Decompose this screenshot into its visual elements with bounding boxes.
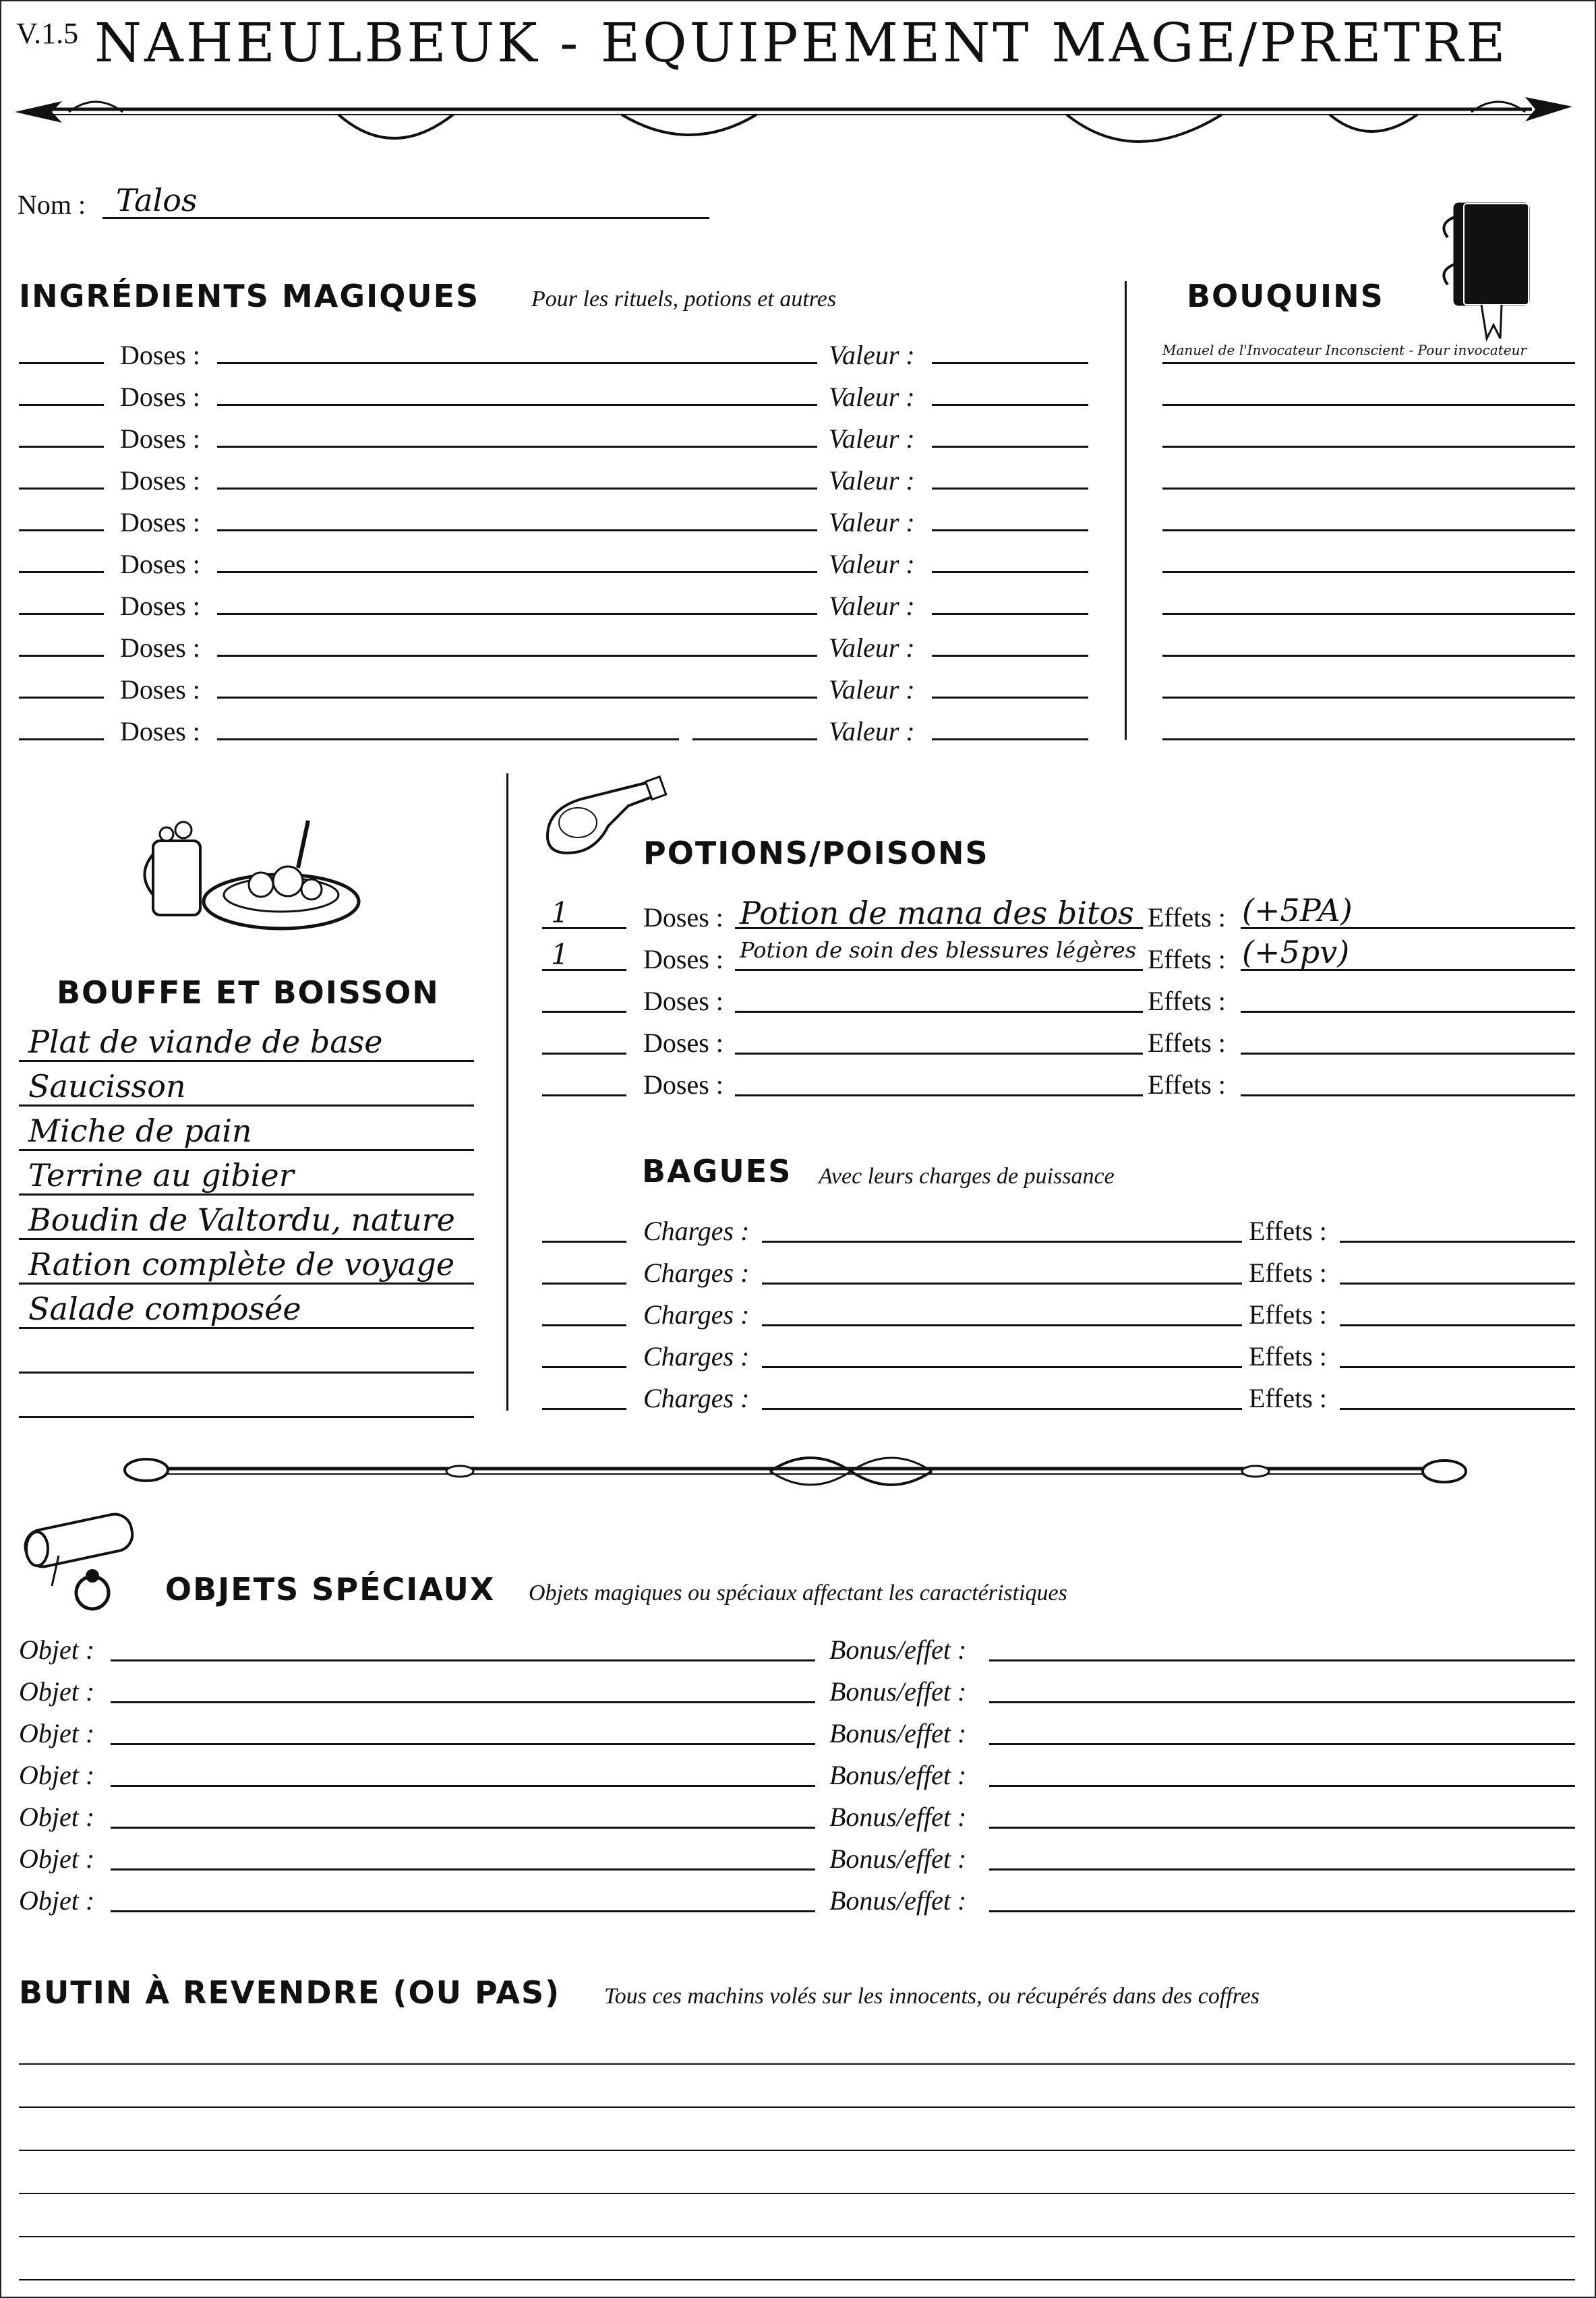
ring-effects-label: Effets :	[1249, 1383, 1327, 1413]
ingredient-value-label: Valeur :	[829, 340, 915, 370]
book-entry[interactable]: Manuel de l'Invocateur Inconscient - Pour invocateur	[1162, 342, 1527, 358]
ring-charges-line[interactable]	[762, 1408, 1242, 1410]
bonus-line[interactable]	[989, 1743, 1575, 1745]
potion-effects-label: Effets :	[1148, 944, 1226, 974]
ingredient-value-line[interactable]	[932, 697, 1088, 699]
food-item-line[interactable]	[19, 1283, 474, 1285]
ingredients-subtitle: Pour les rituels, potions et autres	[531, 287, 837, 312]
ingredient-value-label: Valeur :	[829, 507, 915, 537]
food-item[interactable]: Salade composée	[28, 1291, 301, 1327]
food-item[interactable]: Boudin de Valtordu, nature	[28, 1202, 455, 1238]
ingredient-value-line[interactable]	[932, 362, 1088, 364]
ingredient-doses-label: Doses :	[120, 465, 200, 496]
loot-line[interactable]	[19, 2106, 1575, 2108]
ingredient-doses-label: Doses :	[120, 549, 200, 579]
loot-title: BUTIN À REVENDRE (OU PAS)	[19, 1974, 561, 2011]
ring-effects-label: Effets :	[1249, 1341, 1327, 1372]
ingredient-qty-line[interactable]	[19, 655, 104, 657]
ring-effect-line[interactable]	[1340, 1241, 1575, 1243]
ingredient-value-label: Valeur :	[829, 716, 915, 746]
ingredient-doses-label: Doses :	[120, 507, 200, 537]
ingredients-title: INGRÉDIENTS MAGIQUES	[19, 278, 480, 314]
page-title: NAHEULBEUK - EQUIPEMENT MAGE/PRETRE	[94, 11, 1508, 74]
potion-name-line[interactable]	[735, 1094, 1143, 1096]
ring-qty-line[interactable]	[542, 1408, 626, 1410]
bonus-line[interactable]	[989, 1785, 1575, 1787]
ring-charges-line[interactable]	[762, 1324, 1242, 1326]
ring-effects-label: Effets :	[1249, 1299, 1327, 1330]
potion-name[interactable]: Potion de soin des blessures légères	[740, 937, 1137, 963]
food-item-line[interactable]	[19, 1327, 474, 1329]
potion-effect-line[interactable]	[1241, 1094, 1575, 1096]
bonus-label: Bonus/effet :	[829, 1885, 967, 1916]
ingredient-doses-label: Doses :	[120, 340, 200, 370]
ingredient-value-line[interactable]	[932, 655, 1088, 657]
ring-effect-line[interactable]	[1340, 1283, 1575, 1285]
ingredient-value-label: Valeur :	[829, 549, 915, 579]
bonus-label: Bonus/effet :	[829, 1718, 967, 1748]
food-item-line[interactable]	[19, 1149, 474, 1151]
book-entry-line[interactable]	[1162, 571, 1575, 573]
potion-qty[interactable]: 1	[551, 896, 569, 929]
potion-name[interactable]: Potion de mana des bitos	[740, 895, 1134, 931]
book-icon	[1434, 197, 1549, 345]
food-item-line[interactable]	[19, 1238, 474, 1240]
object-line[interactable]	[111, 1701, 815, 1703]
bonus-label: Bonus/effet :	[829, 1760, 967, 1790]
ring-qty-line[interactable]	[542, 1324, 626, 1326]
food-item[interactable]: Saucisson	[28, 1068, 186, 1104]
ingredient-doses-label: Doses :	[120, 716, 200, 746]
potion-name-line[interactable]	[735, 969, 1143, 971]
potion-doses-label: Doses :	[643, 902, 723, 933]
ingredient-value-label: Valeur :	[829, 632, 915, 663]
potion-qty[interactable]: 1	[551, 938, 569, 971]
bonus-line[interactable]	[989, 1827, 1575, 1829]
ingredient-qty-line[interactable]	[19, 488, 104, 490]
ring-qty-line[interactable]	[542, 1241, 626, 1243]
rings-subtitle: Avec leurs charges de puissance	[819, 1164, 1115, 1189]
special-subtitle: Objets magiques ou spéciaux affectant les caractéristiques	[529, 1581, 1067, 1605]
ring-charges-line[interactable]	[762, 1283, 1242, 1285]
object-label: Objet :	[19, 1844, 95, 1874]
food-item-line[interactable]	[19, 1372, 474, 1374]
potion-name-line[interactable]	[735, 1011, 1143, 1013]
scroll-ring-icon	[18, 1508, 153, 1620]
book-entry-line[interactable]	[1162, 697, 1575, 699]
ingredient-name-line[interactable]	[217, 613, 817, 615]
loot-line[interactable]	[19, 2236, 1575, 2237]
ingredient-doses-label: Doses :	[120, 632, 200, 663]
book-entry-line[interactable]	[1162, 446, 1575, 448]
ingredient-name-line[interactable]	[217, 571, 817, 573]
object-label: Objet :	[19, 1718, 95, 1748]
object-label: Objet :	[19, 1885, 95, 1916]
ring-charges-label: Charges :	[643, 1216, 750, 1246]
potion-qty-line[interactable]	[542, 1011, 626, 1013]
potion-effect-line[interactable]	[1241, 1053, 1575, 1055]
potion-doses-label: Doses :	[643, 986, 723, 1016]
book-entry-line[interactable]	[1162, 738, 1575, 740]
object-label: Objet :	[19, 1802, 95, 1832]
ingredient-name-line[interactable]	[217, 488, 817, 490]
bonus-label: Bonus/effet :	[829, 1844, 967, 1874]
bonus-label: Bonus/effet :	[829, 1676, 967, 1707]
ingredient-value-label: Valeur :	[829, 423, 915, 454]
ingredient-qty-line[interactable]	[19, 446, 104, 448]
ingredient-doses-label: Doses :	[120, 674, 200, 705]
name-line	[102, 217, 709, 219]
food-item[interactable]: Miche de pain	[28, 1113, 252, 1149]
ring-charges-line[interactable]	[762, 1241, 1242, 1243]
bonus-line[interactable]	[989, 1701, 1575, 1703]
bonus-line[interactable]	[989, 1910, 1575, 1912]
food-item-line[interactable]	[19, 1194, 474, 1196]
food-item-line[interactable]	[19, 1416, 474, 1418]
ring-charges-label: Charges :	[643, 1383, 750, 1413]
ingredient-qty-line[interactable]	[19, 613, 104, 615]
ingredient-name-line[interactable]	[217, 446, 817, 448]
ring-charges-label: Charges :	[643, 1258, 750, 1288]
food-item[interactable]: Ration complète de voyage	[28, 1246, 455, 1283]
ingredient-value-line[interactable]	[932, 446, 1088, 448]
object-line[interactable]	[111, 1910, 815, 1912]
ingredient-name-line[interactable]	[217, 697, 817, 699]
bonus-label: Bonus/effet :	[829, 1634, 967, 1665]
object-line[interactable]	[111, 1785, 815, 1787]
ingredient-value-line[interactable]	[932, 613, 1088, 615]
ingredient-value-line[interactable]	[932, 404, 1088, 406]
ring-qty-line[interactable]	[542, 1366, 626, 1368]
staff-icon	[123, 1444, 1471, 1498]
name-value[interactable]: Talos	[116, 182, 198, 218]
section-divider	[1125, 281, 1127, 740]
bonus-label: Bonus/effet :	[829, 1802, 967, 1832]
book-entry-line[interactable]	[1162, 655, 1575, 657]
ingredient-name-line[interactable]	[217, 529, 817, 531]
ring-qty-line[interactable]	[542, 1283, 626, 1285]
book-entry-line[interactable]	[1162, 529, 1575, 531]
object-label: Objet :	[19, 1676, 95, 1707]
food-item-line[interactable]	[19, 1104, 474, 1107]
ring-charges-label: Charges :	[643, 1341, 750, 1372]
ingredient-qty-line[interactable]	[19, 697, 104, 699]
rings-title: BAGUES	[642, 1153, 792, 1189]
loot-line[interactable]	[19, 2150, 1575, 2151]
ingredient-name-line[interactable]	[692, 738, 817, 740]
ingredient-qty-line[interactable]	[19, 529, 104, 531]
ingredient-value-label: Valeur :	[829, 465, 915, 496]
ingredient-doses-label: Doses :	[120, 423, 200, 454]
ingredient-value-line[interactable]	[932, 488, 1088, 490]
potion-name-line[interactable]	[735, 1053, 1143, 1055]
ring-effect-line[interactable]	[1340, 1366, 1575, 1368]
ingredient-doses-label: Doses :	[120, 591, 200, 621]
food-title: BOUFFE ET BOISSON	[57, 974, 440, 1011]
bonus-line[interactable]	[989, 1868, 1575, 1870]
potion-doses-label: Doses :	[643, 1028, 723, 1058]
loot-line[interactable]	[19, 2193, 1575, 2194]
object-line[interactable]	[111, 1868, 815, 1870]
section-divider	[506, 773, 508, 1411]
potion-effects-label: Effets :	[1148, 1028, 1226, 1058]
potion-qty-line[interactable]	[542, 1053, 626, 1055]
name-label: Nom :	[18, 189, 86, 220]
ring-effect-line[interactable]	[1340, 1324, 1575, 1326]
ingredient-doses-label: Doses :	[120, 382, 200, 412]
ingredient-value-label: Valeur :	[829, 674, 915, 705]
loot-line[interactable]	[19, 2279, 1575, 2280]
food-item[interactable]: Terrine au gibier	[28, 1157, 294, 1194]
ring-effects-label: Effets :	[1249, 1258, 1327, 1288]
ingredient-value-line[interactable]	[932, 571, 1088, 573]
food-icon	[140, 800, 369, 942]
potion-effects-label: Effets :	[1148, 986, 1226, 1016]
potion-effects-label: Effets :	[1148, 902, 1226, 933]
ring-charges-label: Charges :	[643, 1299, 750, 1330]
object-line[interactable]	[111, 1827, 815, 1829]
object-label: Objet :	[19, 1760, 95, 1790]
potion-effect[interactable]: (+5pv)	[1242, 934, 1350, 970]
ingredient-value-line[interactable]	[932, 529, 1088, 531]
ingredient-value-label: Valeur :	[829, 591, 915, 621]
ingredient-qty-line[interactable]	[19, 571, 104, 573]
ring-charges-line[interactable]	[762, 1366, 1242, 1368]
object-line[interactable]	[111, 1743, 815, 1745]
ingredient-qty-line[interactable]	[19, 404, 104, 406]
ring-effects-label: Effets :	[1249, 1216, 1327, 1246]
book-entry-line[interactable]	[1162, 488, 1575, 490]
books-title: BOUQUINS	[1187, 278, 1384, 314]
object-line[interactable]	[111, 1659, 815, 1661]
ingredient-name-line[interactable]	[217, 655, 817, 657]
bonus-line[interactable]	[989, 1659, 1575, 1661]
potion-effect-line[interactable]	[1241, 1011, 1575, 1013]
food-item-line[interactable]	[19, 1060, 474, 1062]
loot-line[interactable]	[19, 2063, 1575, 2065]
book-entry-line[interactable]	[1162, 613, 1575, 615]
book-entry-line[interactable]	[1162, 404, 1575, 406]
potion-effects-label: Effets :	[1148, 1069, 1226, 1100]
potion-doses-label: Doses :	[643, 944, 723, 974]
spear-icon	[15, 82, 1579, 150]
object-label: Objet :	[19, 1634, 95, 1665]
loot-subtitle: Tous ces machins volés sur les innocents, ou récupérés dans des coffres	[604, 1984, 1260, 2009]
ingredient-name-line[interactable]	[217, 362, 817, 364]
ingredient-qty-line[interactable]	[19, 738, 104, 740]
potion-qty-line[interactable]	[542, 1094, 626, 1096]
ring-effect-line[interactable]	[1340, 1408, 1575, 1410]
ingredient-value-line[interactable]	[932, 738, 1088, 740]
ingredient-name-line[interactable]	[217, 404, 817, 406]
book-entry-line[interactable]	[1162, 362, 1575, 364]
special-title: OBJETS SPÉCIAUX	[165, 1571, 496, 1608]
potion-doses-label: Doses :	[643, 1069, 723, 1100]
ingredient-value-label: Valeur :	[829, 382, 915, 412]
food-item[interactable]: Plat de viande de base	[28, 1024, 383, 1060]
ingredient-name-line[interactable]	[217, 738, 679, 740]
ingredient-qty-line[interactable]	[19, 362, 104, 364]
potions-title: POTIONS/POISONS	[643, 835, 989, 871]
potion-effect[interactable]: (+5PA)	[1242, 892, 1353, 929]
version-label: V.1.5	[16, 17, 79, 50]
